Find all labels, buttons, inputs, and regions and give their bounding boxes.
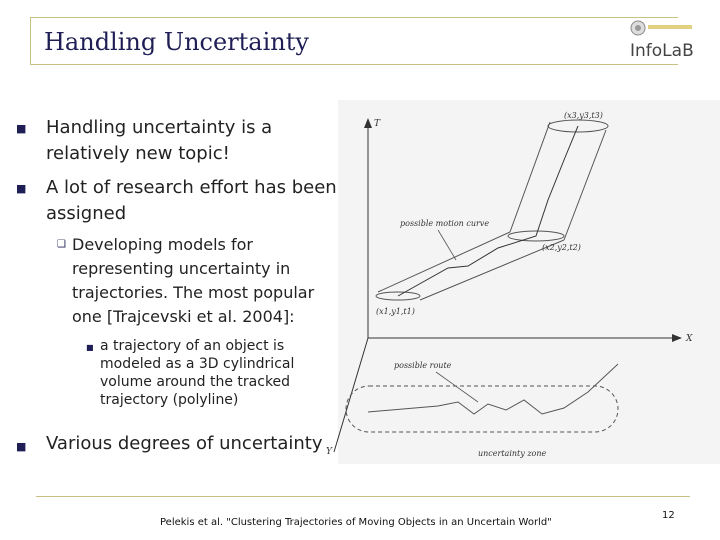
motion-curve-label: possible motion curve <box>400 219 490 228</box>
sub-sub-bullet-line-4: trajectory (polyline) <box>100 392 239 408</box>
page-number: 12 <box>662 510 675 521</box>
sub-sub-bullet-line-3: volume around the tracked <box>100 374 291 390</box>
sub-sub-bullet-marker: ■ <box>86 343 94 352</box>
sub-bullet-line-2: representing uncertainty in <box>72 259 291 278</box>
point-3-label: (x3,y3,t3) <box>564 111 603 120</box>
bullet-1-line-1: Handling uncertainty is a <box>46 117 273 138</box>
footer-line <box>36 496 690 497</box>
slide-title: Handling Uncertainty <box>44 28 309 56</box>
bullet-3-line-1: Various degrees of uncertainty <box>46 433 323 454</box>
bullet-marker-2: ■ <box>16 182 27 195</box>
point-2-label: (x2,y2,t2) <box>542 243 581 252</box>
sub-bullet-line-4: one [Trajcevski et al. 2004]: <box>72 307 295 326</box>
sub-bullet-marker: ❑ <box>57 239 66 250</box>
bullet-2-line-1: A lot of research effort has been <box>46 177 337 198</box>
x-axis-label: X <box>686 334 693 344</box>
sub-sub-bullet-line-1: a trajectory of an object is <box>100 338 285 354</box>
title-underline <box>30 64 678 65</box>
sub-bullet-line-1: Developing models for <box>72 235 253 254</box>
uncertainty-trajectory-figure <box>326 100 720 464</box>
bullet-1-line-2: relatively new topic! <box>46 143 230 164</box>
bullet-2-line-2: assigned <box>46 203 127 224</box>
t-axis-label: T <box>374 119 381 129</box>
logo-text: InfoLaB <box>630 41 694 61</box>
y-axis-label: Y <box>326 447 332 457</box>
footer-citation: Pelekis et al. "Clustering Trajectories of Moving Objects in an Uncertain World" <box>160 517 552 528</box>
possible-route-label: possible route <box>394 361 452 370</box>
title-frame-left <box>30 17 31 65</box>
infolab-logo <box>624 18 706 68</box>
point-1-label: (x1,y1,t1) <box>376 307 415 316</box>
uncertainty-zone-label: uncertainty zone <box>478 449 547 458</box>
sub-bullet-line-3: trajectories. The most popular <box>72 283 315 302</box>
bullet-marker-1: ■ <box>16 122 27 135</box>
sub-sub-bullet-line-2: modeled as a 3D cylindrical <box>100 356 295 372</box>
title-frame-top <box>30 17 678 18</box>
bullet-marker-3: ■ <box>16 440 27 453</box>
